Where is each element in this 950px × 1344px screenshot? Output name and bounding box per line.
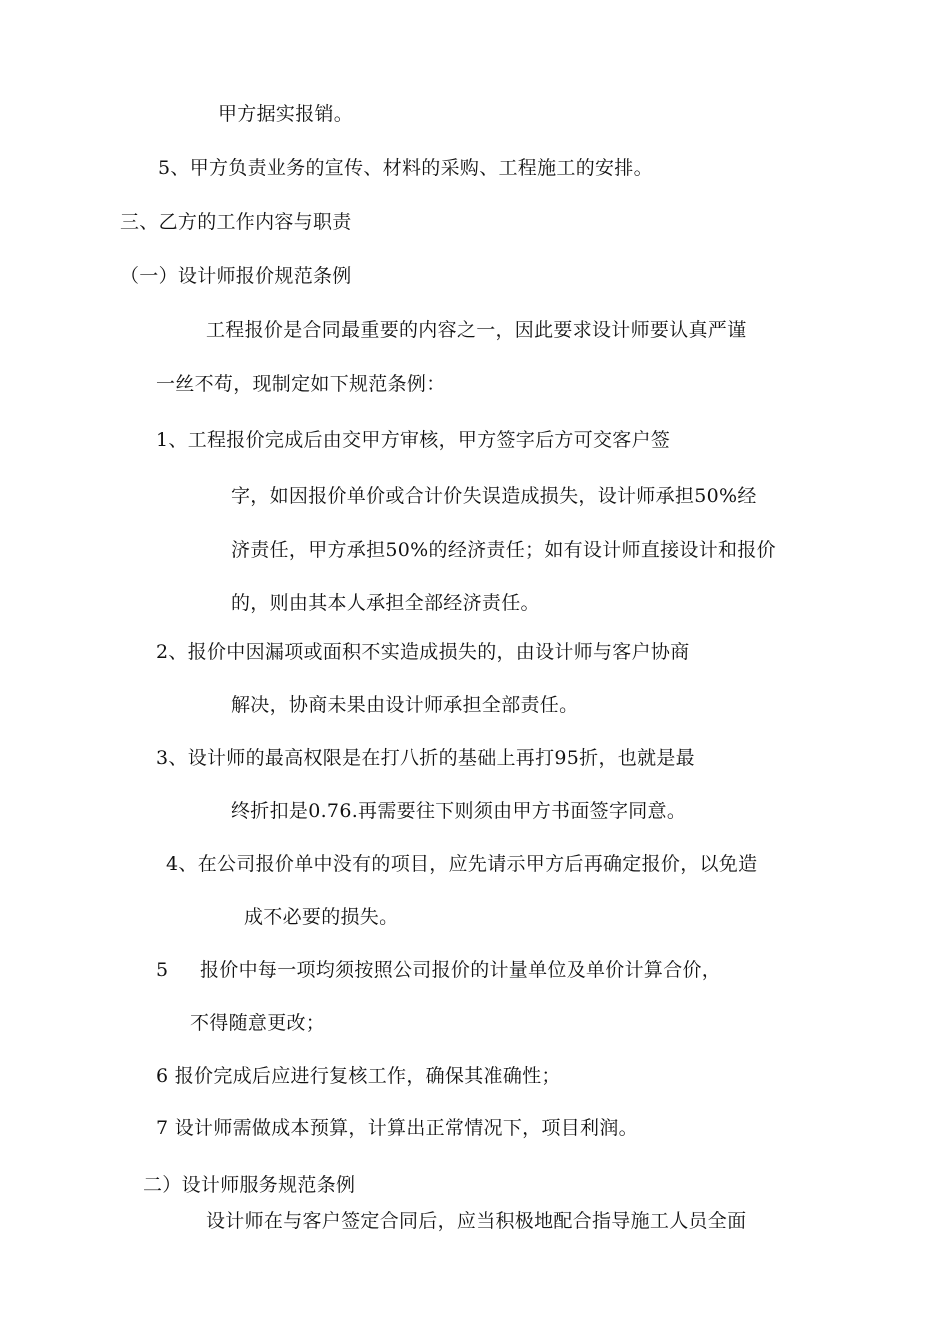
list-item-number: 5 (156, 959, 169, 981)
list-item-continuation: 济责任，甲方承担50%的经济责任；如有设计师直接设计和报价 (231, 539, 776, 561)
list-item-continuation: 不得随意更改； (190, 1012, 326, 1034)
text-line: 甲方据实报销。 (218, 103, 354, 125)
list-item: 报价中每一项均须按照公司报价的计量单位及单价计算合价， (200, 959, 722, 981)
list-item-continuation: 的，则由其本人承担全部经济责任。 (231, 592, 540, 614)
list-item-continuation: 成不必要的损失。 (244, 906, 399, 928)
list-item: 2、报价中因漏项或面积不实造成损失的，由设计师与客户协商 (156, 641, 690, 663)
paragraph-line: 设计师在与客户签定合同后，应当积极地配合指导施工人员全面 (206, 1210, 747, 1232)
list-item: 1、工程报价完成后由交甲方审核，甲方签字后方可交客户签 (156, 429, 671, 451)
paragraph-line: 一丝不苟，现制定如下规范条例： (156, 373, 446, 395)
paragraph-line: 工程报价是合同最重要的内容之一，因此要求设计师要认真严谨 (206, 319, 747, 341)
list-item-continuation: 终折扣是0.76.再需要往下则须由甲方书面签字同意。 (231, 800, 687, 822)
list-item: 5、甲方负责业务的宣传、材料的采购、工程施工的安排。 (158, 157, 653, 179)
list-item: 7 设计师需做成本预算，计算出正常情况下，项目利润。 (156, 1117, 638, 1139)
subsection-heading: （一）设计师报价规范条例 (120, 265, 352, 287)
section-heading: 三、乙方的工作内容与职责 (120, 211, 352, 233)
subsection-heading: 二）设计师服务规范条例 (143, 1174, 356, 1196)
list-item: 4、在公司报价单中没有的项目，应先请示甲方后再确定报价，以免造 (166, 853, 758, 875)
list-item-continuation: 解决，协商未果由设计师承担全部责任。 (231, 694, 579, 716)
list-item: 6 报价完成后应进行复核工作，确保其准确性； (156, 1065, 561, 1087)
list-item-continuation: 字，如因报价单价或合计价失误造成损失，设计师承担50%经 (231, 485, 757, 507)
list-item: 3、设计师的最高权限是在打八折的基础上再打95折，也就是最 (156, 747, 695, 769)
